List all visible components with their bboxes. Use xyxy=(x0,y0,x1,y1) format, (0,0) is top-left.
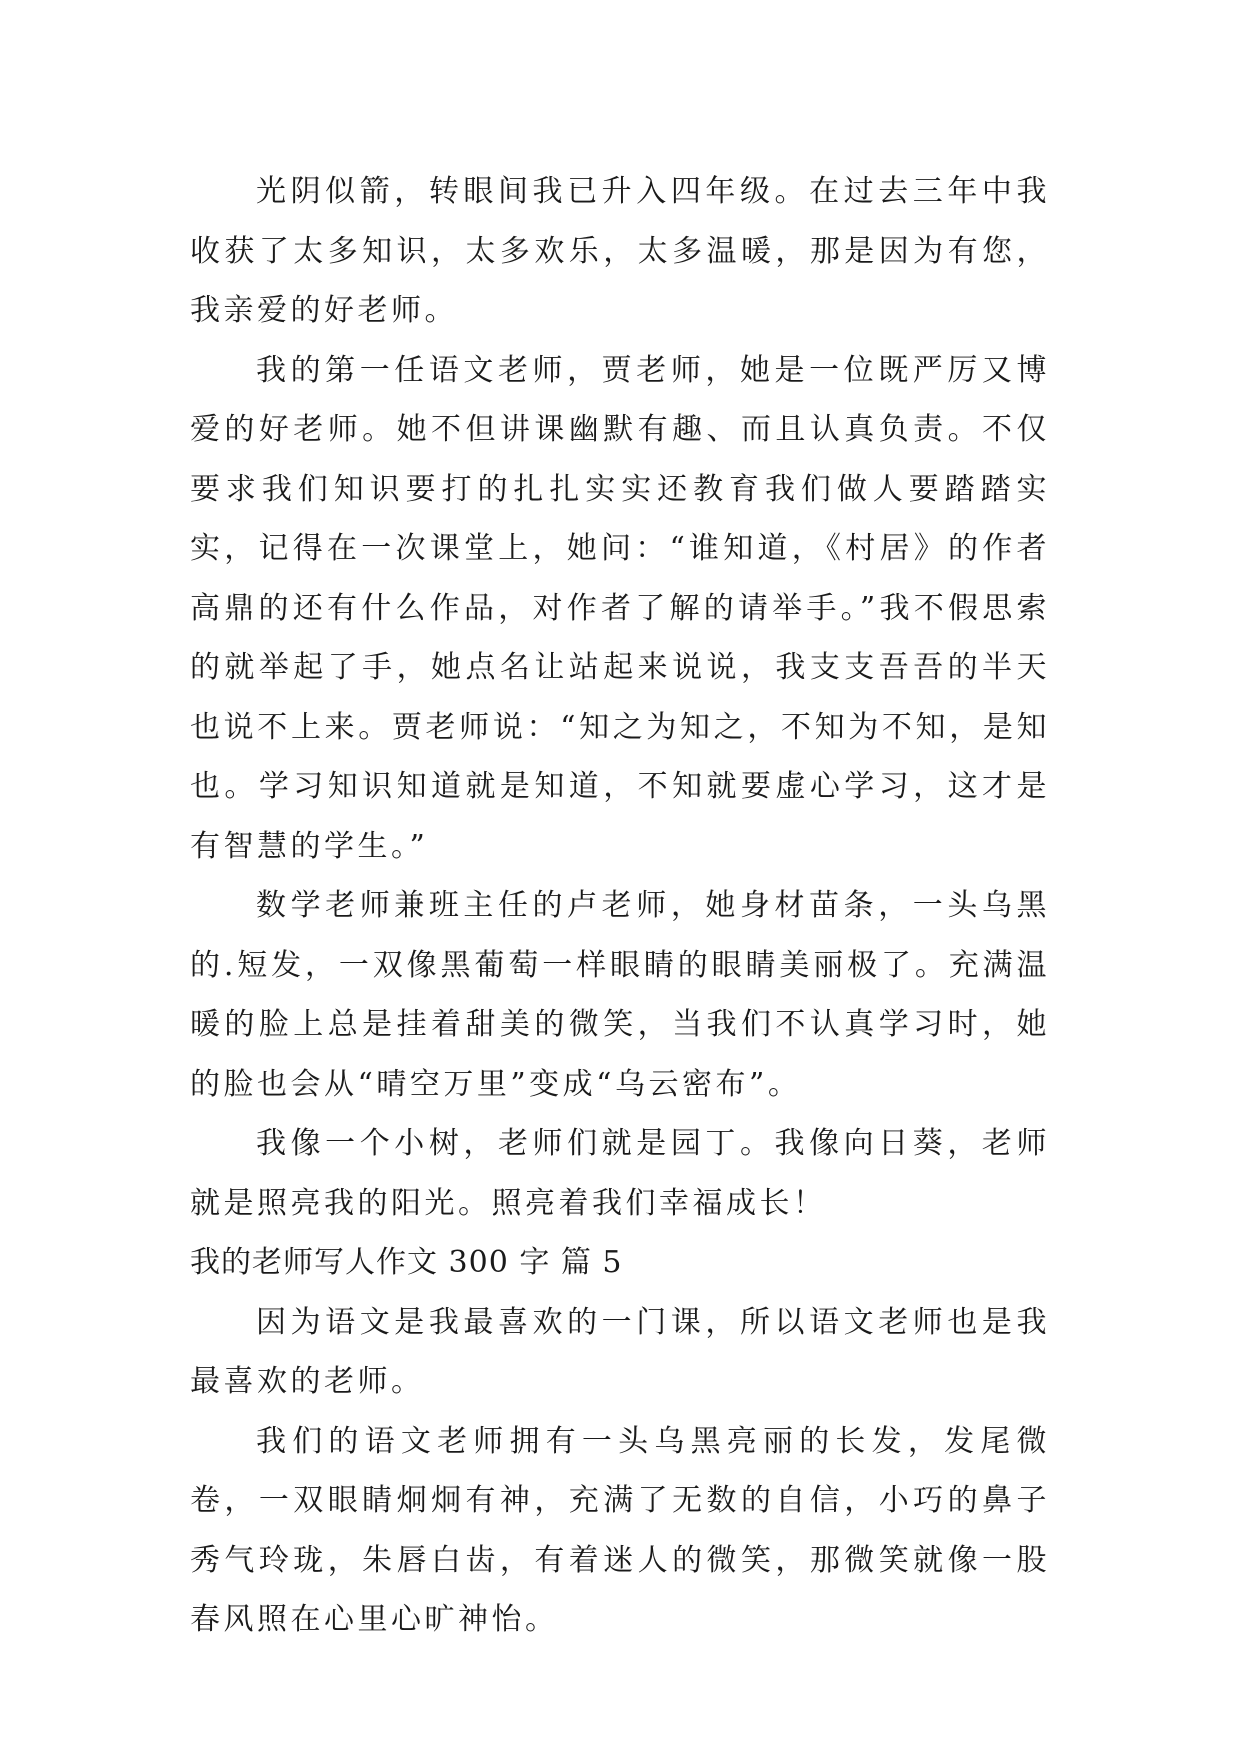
paragraph-conclusion: 我像一个小树，老师们就是园丁。我像向日葵，老师就是照亮我的阳光。照亮着我们幸福成长！ xyxy=(190,1126,1050,1221)
paragraph-chinese-teacher: 我的第一任语文老师，贾老师，她是一位既严厉又博爱的好老师。她不但讲课幽默有趣、而且认真负责。不仅要求我们知识要打的扎扎实实还教育我们做人要踏踏实实，记得在一次课堂上，她问：“谁知道，《村居》的作者高鼎的还有什么作品，对作者了解的请举手。”我不假思索的就举起了手，她点名让站起来说说，我支支吾吾的半天也说不上来。贾老师说：“知之为知之，不知为不知，是知也。学习知识知道就是知道，不知就要虚心学习，这才是有智慧的学生。” xyxy=(190,352,1050,864)
paragraph-intro: 光阴似箭，转眼间我已升入四年级。在过去三年中我收获了太多知识，太多欢乐，太多温暖，那是因为有您，我亲爱的好老师。 xyxy=(190,174,1050,328)
paragraph-favorite-subject: 因为语文是我最喜欢的一门课，所以语文老师也是我最喜欢的老师。 xyxy=(190,1304,1050,1399)
paragraph-teacher-description: 我们的语文老师拥有一头乌黑亮丽的长发，发尾微卷，一双眼睛炯炯有神，充满了无数的自信，小巧的鼻子秀气玲珑，朱唇白齿，有着迷人的微笑，那微笑就像一股春风照在心里心旷神怡。 xyxy=(190,1423,1050,1637)
section-heading: 我的老师写人作文 300 字 篇 5 xyxy=(190,1245,623,1280)
document-body xyxy=(190,162,1050,1650)
paragraph-math-teacher: 数学老师兼班主任的卢老师，她身材苗条，一头乌黑的.短发，一双像黑葡萄一样眼睛的眼睛美丽极了。充满温暖的脸上总是挂着甜美的微笑，当我们不认真学习时，她的脸也会从“晴空万里”变成“乌云密布”。 xyxy=(190,888,1050,1102)
